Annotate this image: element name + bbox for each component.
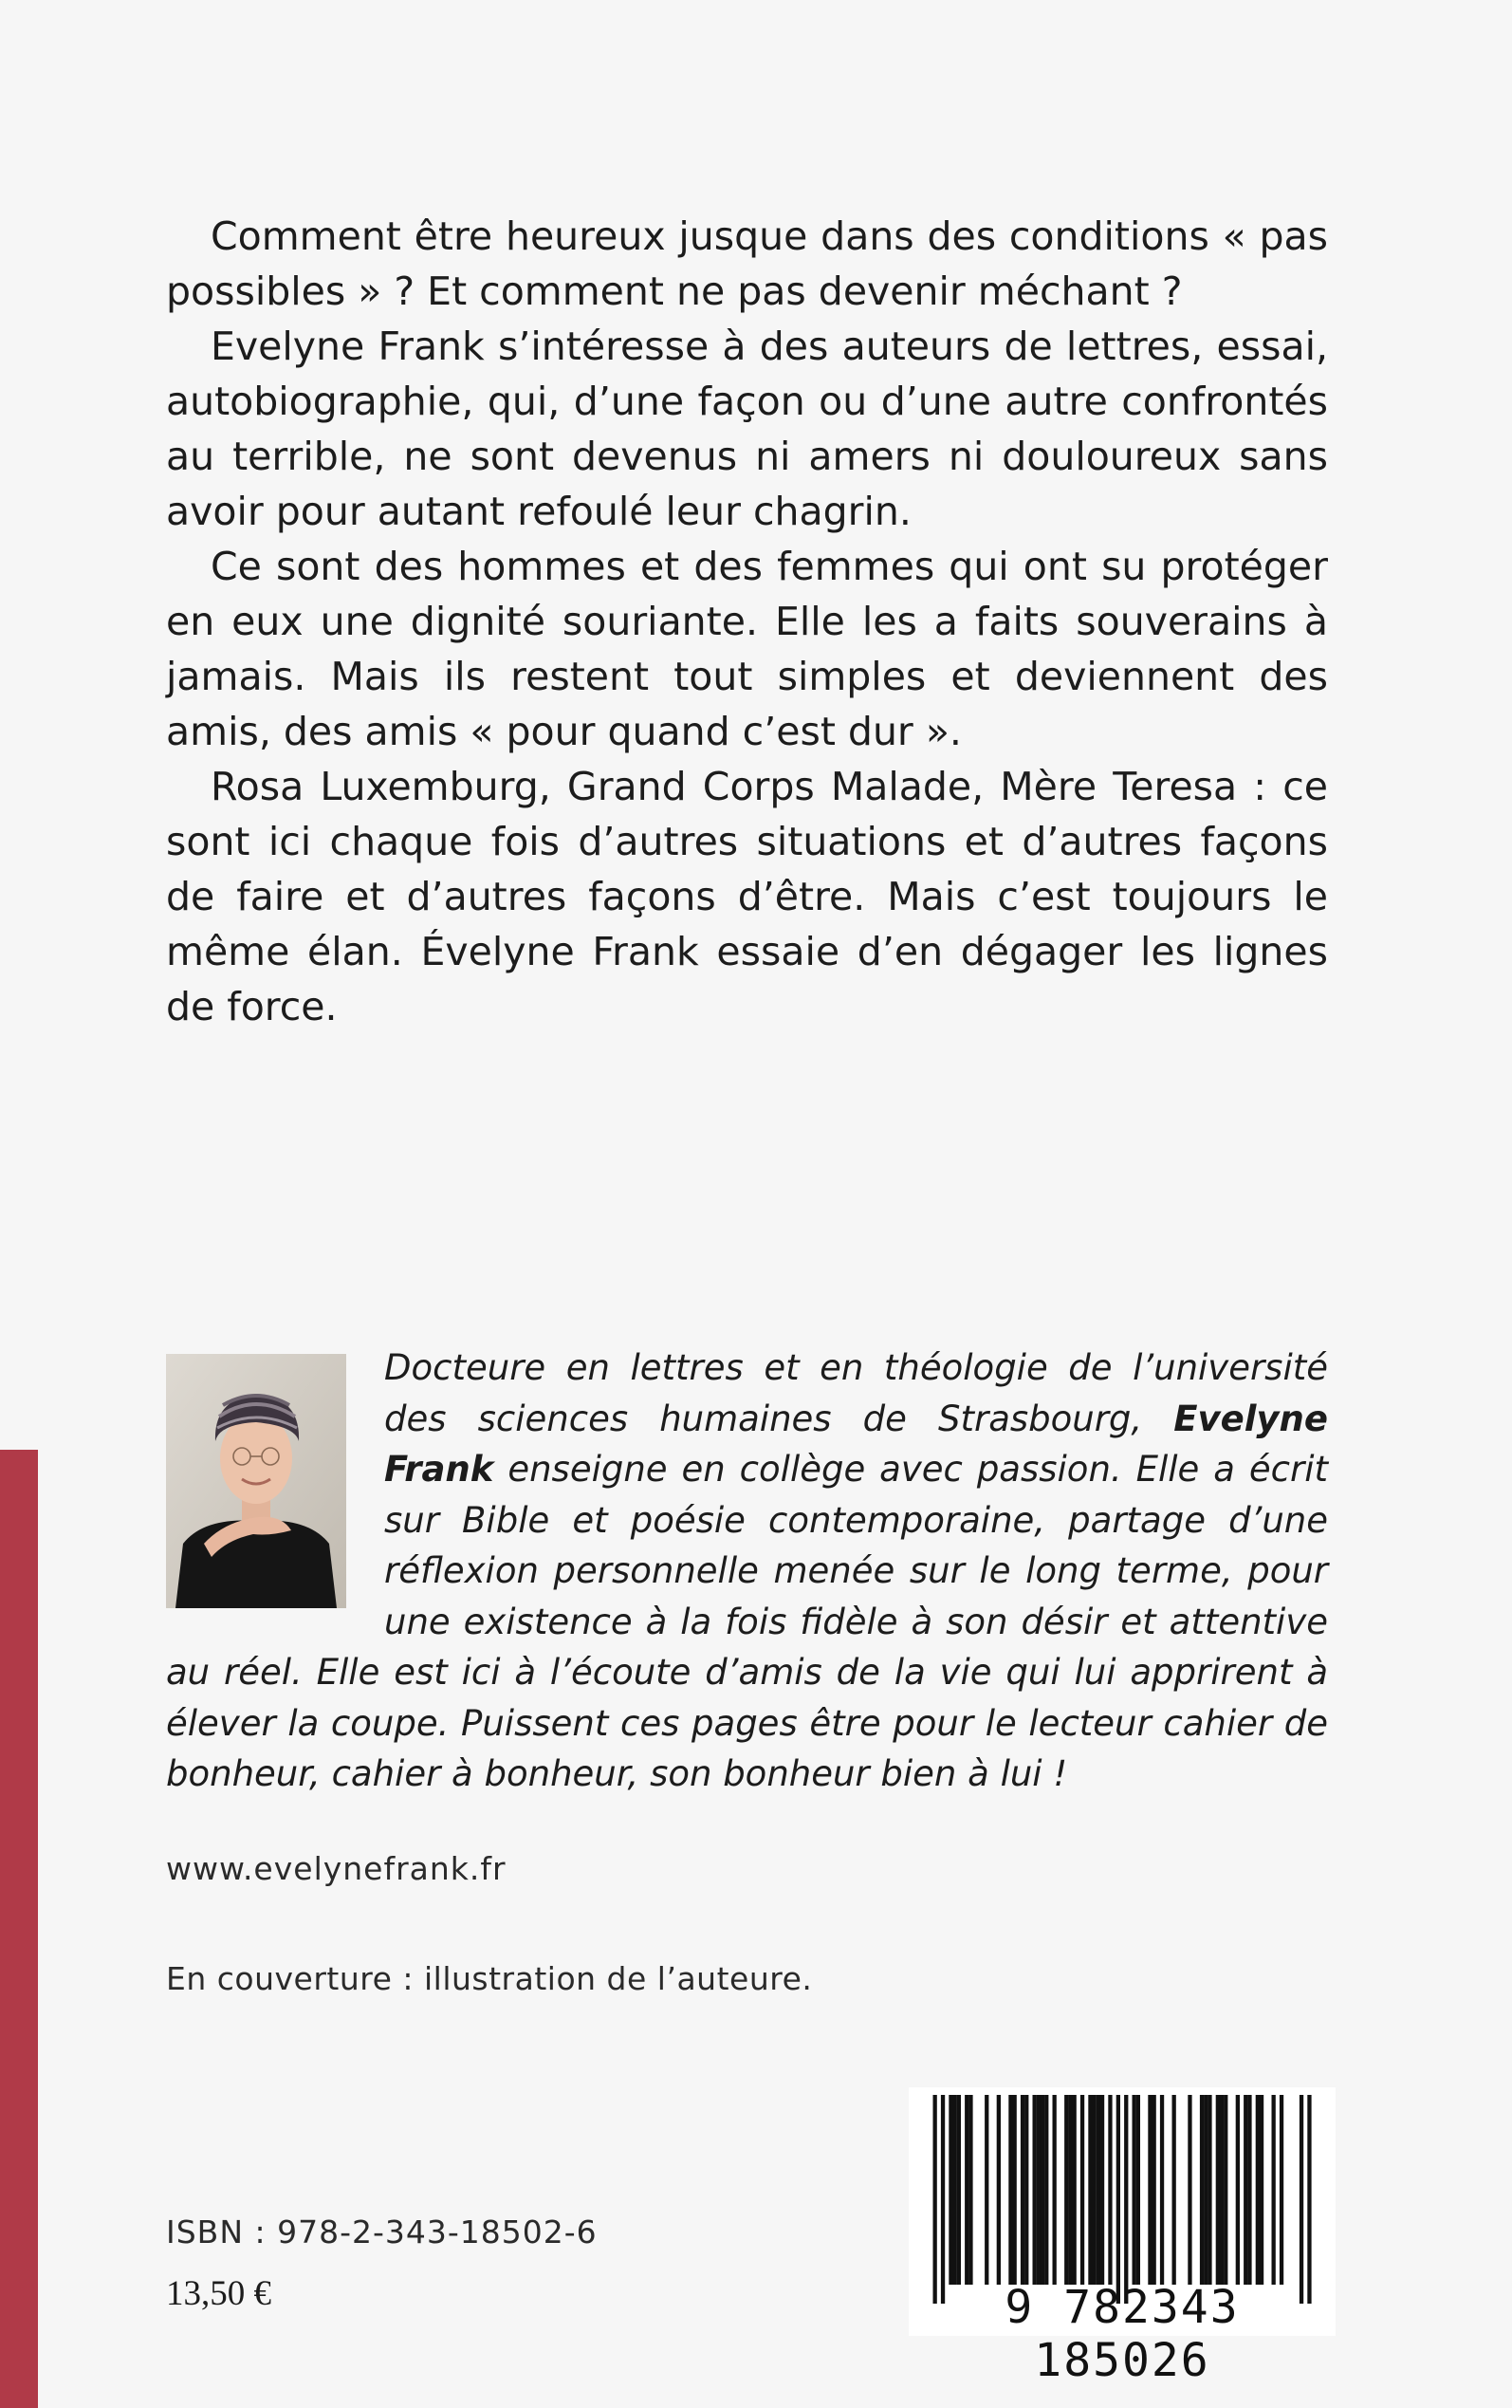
barcode-digits: 9 782343 185026 bbox=[1005, 2281, 1240, 2387]
author-name: Evelyne Frank bbox=[384, 1398, 1328, 1490]
barcode-bar bbox=[957, 2095, 961, 2285]
barcode-bar bbox=[1260, 2095, 1263, 2285]
cover-credit: En couverture : illustration de l’auteure. bbox=[166, 1960, 813, 1997]
barcode-bar bbox=[1053, 2095, 1057, 2285]
blurb-paragraph: Evelyne Frank s’intéresse à des auteurs de lettres, essai, autobiographie, qui, d’une façon ou d’une autre confrontés au terrible, ne sont devenus ni amers ni douloureux sans avoir pour autant refoulé leur chagrin. bbox=[166, 324, 1328, 534]
barcode-bar bbox=[1080, 2095, 1084, 2285]
barcode-bar bbox=[1188, 2095, 1191, 2285]
blurb-paragraph: Rosa Luxemburg, Grand Corps Malade, Mère Teresa : ce sont ici chaque fois d’autres situations et d’autres façons de faire et d’autres façons d’être. Mais c’est toujours le même élan. Évelyne Frank essaie d’en dégager les lignes de force. bbox=[166, 764, 1328, 1029]
blurb-paragraph: Comment être heureux jusque dans des conditions « pas possibles » ? Et comment ne pas devenir méchant ? bbox=[166, 213, 1328, 314]
barcode-bar bbox=[1097, 2095, 1100, 2285]
barcode-bar bbox=[1172, 2095, 1176, 2285]
barcode-bar bbox=[1208, 2095, 1211, 2285]
bio-text-intro: Docteure en lettres et en théologie de l’université des sciences humaines de Strasbourg, bbox=[384, 1347, 1328, 1439]
barcode-bar bbox=[1088, 2095, 1092, 2285]
price-label: 13,50 € bbox=[166, 2274, 271, 2313]
barcode-bar bbox=[1220, 2095, 1224, 2285]
barcode-bar bbox=[1044, 2095, 1048, 2285]
barcode-bar bbox=[1068, 2095, 1072, 2285]
barcode-bar bbox=[1124, 2095, 1128, 2304]
barcode-bar bbox=[1093, 2095, 1097, 2285]
bio-text-body: enseigne en collège avec passion. Elle a écrit sur Bible et poésie contemporaine, partage d’une réflexion personnelle menée sur le long terme, pour une existence à la fois fidèle à son désir et attentive au réel. Elle est ici à l’écoute d’amis de la vie qui lui apprirent à élever la coupe. Puissent ces pages être pour le lecteur cahier de bonheur, cahier à bonheur, son bonheur bien à lui ! bbox=[166, 1449, 1328, 1794]
barcode-bar bbox=[1244, 2095, 1247, 2285]
barcode-bar bbox=[1037, 2095, 1041, 2285]
barcode-bar bbox=[985, 2095, 988, 2285]
barcode-bar bbox=[953, 2095, 957, 2285]
barcode-bar bbox=[1033, 2095, 1037, 2285]
barcode-bar bbox=[1152, 2095, 1156, 2285]
barcode-bar bbox=[933, 2095, 937, 2304]
barcode-bar bbox=[1300, 2095, 1303, 2304]
barcode-bar bbox=[1204, 2095, 1208, 2285]
barcode-bar bbox=[1073, 2095, 1077, 2285]
spine-color-strip bbox=[0, 1450, 38, 2408]
isbn-label: ISBN : 978-2-343-18502-6 bbox=[166, 2214, 598, 2251]
barcode-bar bbox=[1236, 2095, 1240, 2285]
barcode-bar bbox=[1148, 2095, 1152, 2285]
barcode-bar bbox=[1008, 2095, 1012, 2285]
barcode-bar bbox=[1100, 2095, 1104, 2285]
blurb-paragraph: Ce sont des hommes et des femmes qui ont su protéger en eux une dignité souriante. Elle les a faits souverains à jamais. Mais ils restent tout simples et deviennent des amis, des amis « pour quand c’est dur ». bbox=[166, 544, 1328, 754]
barcode-bar bbox=[968, 2095, 972, 2285]
barcode-bar bbox=[1064, 2095, 1068, 2285]
barcode-bar bbox=[965, 2095, 968, 2285]
barcode-bar bbox=[1200, 2095, 1204, 2285]
barcode-bar bbox=[1280, 2095, 1283, 2285]
author-website[interactable]: www.evelynefrank.fr bbox=[166, 1850, 507, 1887]
barcode-bar bbox=[1216, 2095, 1220, 2285]
barcode-bar bbox=[1256, 2095, 1260, 2285]
barcode-bar bbox=[1247, 2095, 1251, 2285]
barcode-bar bbox=[1307, 2095, 1311, 2304]
back-cover-blurb bbox=[166, 209, 1328, 1034]
barcode-bar bbox=[1272, 2095, 1276, 2285]
barcode-bar bbox=[1041, 2095, 1044, 2285]
author-portrait-icon bbox=[166, 1354, 346, 1608]
barcode-bar bbox=[1013, 2095, 1017, 2285]
barcode-bar bbox=[1136, 2095, 1140, 2285]
barcode-bar bbox=[949, 2095, 952, 2285]
barcode-bar bbox=[1108, 2095, 1112, 2285]
barcode-bar bbox=[1224, 2095, 1227, 2285]
barcode-bar bbox=[941, 2095, 945, 2304]
barcode-bar bbox=[1116, 2095, 1120, 2304]
barcode-bar bbox=[1133, 2095, 1136, 2285]
barcode-bar bbox=[1024, 2095, 1028, 2285]
author-bio-section bbox=[166, 1343, 1328, 1800]
barcode-bar bbox=[997, 2095, 1001, 2285]
author-photo bbox=[166, 1354, 346, 1608]
barcode-bar bbox=[1021, 2095, 1024, 2285]
barcode-bar bbox=[1160, 2095, 1164, 2285]
